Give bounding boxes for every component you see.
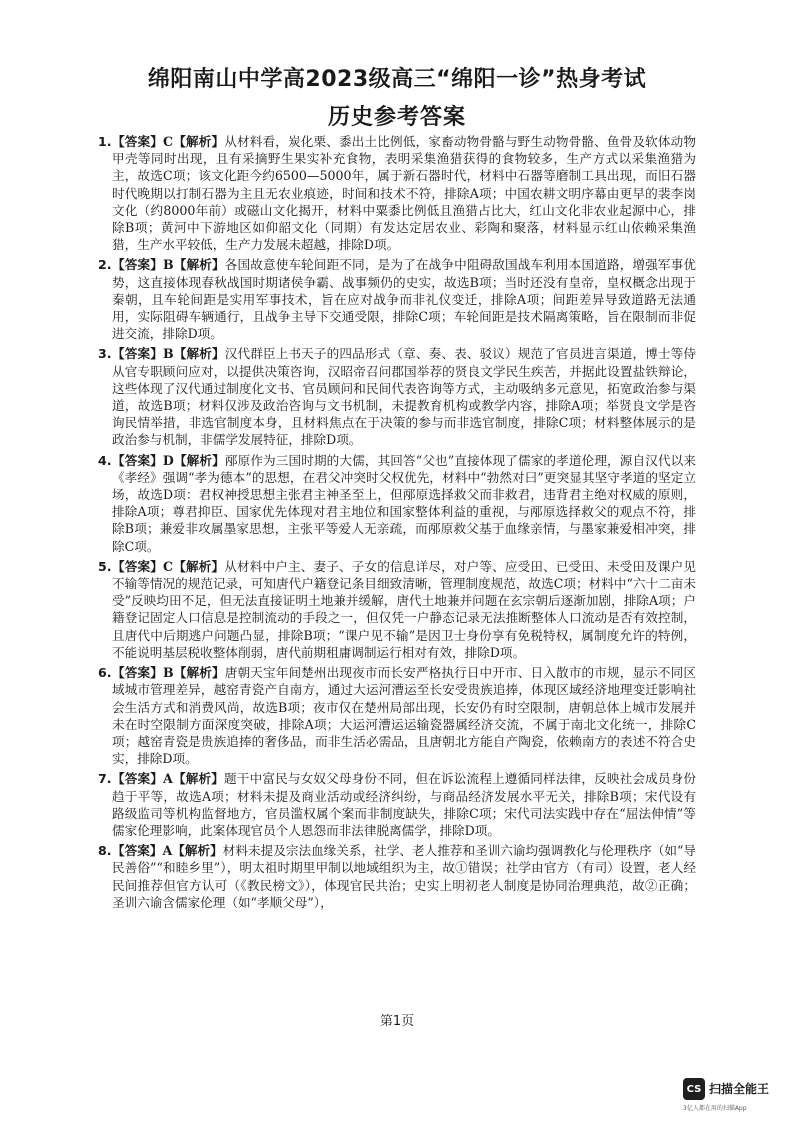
- question-number: 3.: [98, 346, 112, 362]
- page-number: 第1页: [379, 1014, 415, 1029]
- analysis-label: 【解析】: [173, 134, 225, 149]
- answer-label: 【答案】D: [112, 452, 174, 468]
- scanner-watermark: [683, 1078, 783, 1114]
- analysis-label: 【解析】: [173, 346, 225, 362]
- analysis-text: 各国故意使车轮间距不同，是为了在战争中阻碍敌国战车利用本国道路，增强军事优势，这直接体现春秋战国时期诸侯争霸、战事频仍的史实，故选B项；当时还没有皇帝，皇权概念出现于秦朝，且车轮间距是实用军事技术，旨在应对战争而非礼仪变迁，排除A项；间距差异导致道路无法通用，实际阻碍车辆通行，且战争主导下交通受限，排除C项；车轮间距是技术隔离策略，旨在限制而非促进交流，排除D项。: [112, 257, 697, 342]
- analysis-text: 邴原作为三国时期的大儒，其回答“父也”直接体现了儒家的孝道伦理，源自汉代以来《孝经》强调“孝为德本”的思想，在君父冲突时父权优先，材料中“勃然对曰”更突显其坚守孝道的坚定立场，故选D项：君权神授思想主张君主神圣至上，但邴原选择救父而非救君，违背君主绝对权威的原则，排除A项；尊君抑臣、国家优先体现对君主地位和国家整体利益的重视，与邴原选择救父的观点不符，排除B项；兼爱非攻属墨家思想，主张平等爱人无亲疏，而邴原救父基于血缘亲情，与墨家兼爱相冲突，排除C项。: [112, 452, 697, 554]
- question-5: [98, 558, 697, 661]
- analysis-label: 【解析】: [173, 665, 225, 681]
- analysis-text: 材料未提及宗法血缘关系，社学、老人推荐和圣训六谕均强调教化与伦理秩序（如“导民善俗”“和睦乡里”），明太祖时期里甲制以地域组织为主，故①错误；社学由官方（有司）设置，老人经民间推荐但官方认可（《教民榜文》），体现官民共治；史实上明初老人制度是协同治理典范，故②正确；圣训六谕含儒家伦理（如“孝顺父母”），: [112, 843, 696, 910]
- question-number: 8.: [98, 843, 112, 859]
- question-number: 7.: [98, 771, 112, 787]
- question-6: [98, 664, 697, 767]
- analysis-text: 题干中富民与女奴父母身份不同，但在诉讼流程上遵循同样法律，反映社会成员身份趋于平等，故选A项；材料未提及商业活动或经济纠纷，与商品经济发展水平无关，排除B项；宋代设有路级监司等机构监督地方，官员滥权属个案而非制度缺失，排除C项；宋代司法实践中存在“屈法伸情”等儒家伦理影响，此案体现官员个人恩怨而非法律脱离儒学，排除D项。: [112, 771, 697, 838]
- question-7: [98, 770, 697, 839]
- question-number: 1.: [98, 134, 112, 149]
- scanner-tagline: 3亿人都在用的扫描App: [683, 1105, 747, 1112]
- question-number: 5.: [98, 558, 112, 574]
- question-number: 4.: [98, 452, 112, 468]
- analysis-label: 【解析】: [172, 771, 225, 787]
- answer-label: 【答案】C: [112, 558, 174, 574]
- answer-label: 【答案】B: [112, 346, 174, 362]
- question-number: 2.: [98, 257, 112, 273]
- question-list: [98, 133, 697, 911]
- question-1: [98, 133, 697, 253]
- answer-label: 【答案】C: [112, 134, 174, 149]
- analysis-label: 【解析】: [173, 452, 225, 468]
- analysis-text: 从材料中户主、妻子、子女的信息详尽，对户等、应受田、已受田、未受田及课户见不输等情况的规范记录，可知唐代户籍登记条目细致清晰，管理制度规范，故选C项；材料中“六十二亩未受”反映均田不足，但无法直接证明土地兼并缓解，唐代土地兼并问题在玄宗朝后逐渐加剧，排除A项；户籍登记固定人口信息是控制流动的手段之一，但仅凭一户静态记录无法推断整体人口流动是否有效控制，且唐代中后期逃户问题凸显，排除B项；“课户见不输”是因卫士身份享有免税特权，属制度允许的特例，不能说明基层税收整体削弱，唐代前期租庸调制运行相对有效，排除D项。: [112, 558, 697, 660]
- scanner-brand: 扫描全能王: [709, 1082, 770, 1096]
- question-2: [98, 256, 697, 342]
- question-number: 6.: [98, 665, 112, 681]
- question-4: [98, 452, 697, 555]
- camscanner-logo-icon: CS: [683, 1078, 705, 1100]
- answer-label: 【答案】A: [112, 843, 173, 859]
- analysis-text: 从材料看，炭化栗、黍出土比例低，家畜动物骨骼与野生动物骨骼、鱼骨及软体动物甲壳等同时出现，且有采摘野生果实补充食物，表明采集渔猎获得的食物较多，生产方式以采集渔猎为主，故选C项；该文化距今约6500—5000年，属于新石器时代，材料中石器等磨制工具出现，而旧石器时代晚期以打制石器为主且无农业痕迹，时间和技术不符，排除A项；中国农耕文明序幕由更早的裴李岗文化（约8000年前）或磁山文化揭开，材料中粟黍比例低且渔猎占比大，红山文化非农业起源中心，排除B项；黄河中下游地区如仰韶文化（同期）有发达定居农业、彩陶和聚落，材料显示红山依赖采集渔猎，生产水平较低，生产力发展未超越，排除D项。: [112, 134, 697, 253]
- analysis-label: 【解析】: [173, 257, 225, 273]
- analysis-label: 【解析】: [172, 843, 223, 859]
- document-subtitle: 历史参考答案: [327, 105, 466, 130]
- question-3: [98, 345, 697, 448]
- answer-label: 【答案】A: [112, 771, 173, 787]
- analysis-label: 【解析】: [173, 558, 225, 574]
- answer-label: 【答案】B: [112, 665, 174, 681]
- answer-label: 【答案】B: [112, 257, 174, 273]
- analysis-text: 汉代群臣上书天子的四品形式（章、奏、表、驳议）规范了官员进言渠道，博士等侍从官专职顾问应对，以提供决策咨询，汉昭帝召问郡国举荐的贤良文学民生疾苦，并据此设置盐铁辩论，这些体现了汉代通过制度化文书、官员顾问和民间代表咨询等方式，主动吸纳多元意见，拓宽政治参与渠道，故选B项；材料仅涉及政治咨询与文书机制，未提教育机构或教学内容，排除A项；举贤良文学是咨询民情举措，非选官制度本身，且材料焦点在于决策的参与而非选官制度，排除C项；材料整体展示的是政治参与机制，非儒学发展特征，排除D项。: [112, 346, 697, 448]
- question-8: [98, 842, 696, 911]
- analysis-text: 唐朝天宝年间楚州出现夜市而长安严格执行日中开市、日入散市的市规，显示不同区域城市管理差异，越窑青瓷产自南方，通过大运河漕运至长安受贵族追捧，体现区域经济地理变迁影响社会生活方式和消费风尚，故选B项；夜市仅在楚州局部出现，长安仍有时空限制，唐朝总体上城市发展并未在时空限制方面深度突破，排除A项；大运河漕运运输瓷器属经济交流，不属于南北文化统一，排除C项；越窑青瓷是贵族追捧的奢侈品，而非生活必需品，且唐朝北方能自产陶瓷，依赖南方的表述不符合史实，排除D项。: [112, 665, 697, 767]
- document-title: 绵阳南山中学高2023级高三“绵阳一诊”热身考试: [147, 67, 647, 92]
